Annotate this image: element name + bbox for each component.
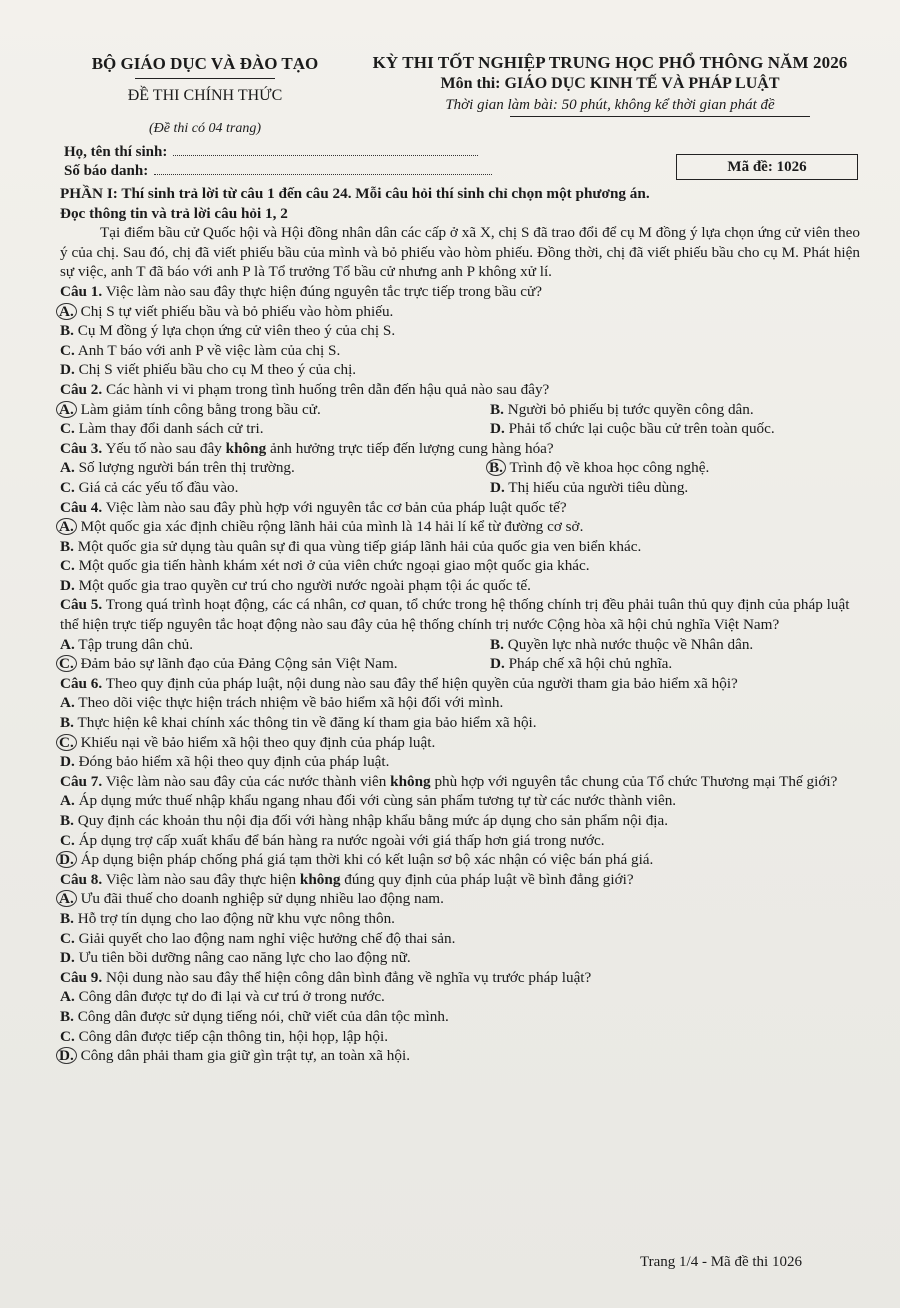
answer-options bbox=[60, 791, 860, 869]
option-b[interactable] bbox=[60, 811, 860, 831]
question-number: Câu 7. bbox=[60, 772, 103, 790]
option-letter: B. bbox=[60, 537, 74, 555]
option-letter: B. bbox=[60, 909, 74, 927]
option-text: Chị S viết phiếu bầu cho cụ M theo ý của chị. bbox=[78, 361, 357, 379]
option-letter: C. bbox=[60, 1027, 75, 1045]
option-text: Giá cả các yếu tố đầu vào. bbox=[78, 478, 239, 496]
question-list bbox=[60, 282, 860, 1066]
question-number: Câu 6. bbox=[60, 674, 103, 692]
question-stem bbox=[60, 772, 860, 792]
option-text: Đóng bảo hiểm xã hội theo quy định của pháp luật. bbox=[78, 753, 390, 771]
option-text: Giải quyết cho lao động nam nghỉ việc hưởng chế độ thai sản. bbox=[78, 929, 456, 947]
header-right bbox=[360, 52, 860, 117]
option-text: Tập trung dân chủ. bbox=[78, 635, 194, 653]
option-letter: D. bbox=[60, 361, 75, 379]
option-letter: A. bbox=[60, 988, 75, 1006]
option-letter: A. bbox=[56, 401, 77, 418]
option-text: Làm giảm tính công bằng trong bầu cử. bbox=[80, 400, 321, 418]
option-letter: C. bbox=[60, 557, 75, 575]
option-text: Ưu tiên bồi dưỡng nâng cao năng lực cho lao động nữ. bbox=[78, 949, 411, 967]
option-letter: D. bbox=[490, 655, 505, 673]
option-text: Trình độ về khoa học công nghệ. bbox=[509, 459, 710, 477]
option-text: Theo dõi việc thực hiện trách nhiệm về bảo hiểm xã hội đối với mình. bbox=[78, 694, 504, 712]
question-9 bbox=[60, 968, 860, 1066]
question-1 bbox=[60, 282, 860, 380]
option-text: Quy định các khoản thu nội địa đối với hàng nhập khẩu bằng mức áp dụng cho sản phẩm nội địa. bbox=[77, 812, 669, 829]
question-text: Việc làm nào sau đây của các nước thành viên bbox=[105, 772, 391, 790]
option-letter: D. bbox=[56, 851, 77, 868]
option-a[interactable] bbox=[60, 635, 490, 655]
reading-intro: Đọc thông tin và trả lời câu hỏi 1, 2 bbox=[60, 204, 288, 222]
question-text: Các hành vi vi phạm trong tình huống trên dẫn đến hậu quả nào sau đây? bbox=[106, 380, 550, 398]
option-c[interactable] bbox=[60, 1027, 860, 1047]
question-text: Việc làm nào sau đây phù hợp với nguyên tắc cơ bản của pháp luật quốc tế? bbox=[105, 498, 567, 516]
option-letter: D. bbox=[60, 576, 75, 594]
option-text: Phải tổ chức lại cuộc bầu cử trên toàn quốc. bbox=[508, 420, 775, 438]
option-c[interactable] bbox=[60, 733, 860, 753]
option-letter: C. bbox=[60, 478, 75, 496]
option-letter: D. bbox=[60, 753, 75, 771]
option-letter: C. bbox=[56, 734, 77, 751]
option-a[interactable] bbox=[60, 693, 860, 713]
option-letter: C. bbox=[60, 831, 75, 849]
question-text: Nội dung nào sau đây thể hiện công dân bình đẳng về nghĩa vụ trước pháp luật? bbox=[106, 968, 592, 986]
option-letter: B. bbox=[60, 812, 74, 829]
header-left bbox=[60, 52, 350, 137]
question-stem bbox=[60, 595, 860, 634]
question-2 bbox=[60, 380, 860, 439]
option-d[interactable] bbox=[60, 1046, 860, 1066]
candidate-id-dots bbox=[154, 161, 492, 175]
option-letter: C. bbox=[56, 655, 77, 672]
candidate-id-label: Số báo danh: bbox=[64, 163, 149, 179]
option-text: Số lượng người bán trên thị trường. bbox=[78, 459, 295, 477]
question-4 bbox=[60, 498, 860, 596]
option-letter: D. bbox=[490, 420, 505, 438]
option-text: Thị hiếu của người tiêu dùng. bbox=[508, 478, 689, 496]
option-c[interactable] bbox=[60, 478, 490, 498]
option-letter: B. bbox=[486, 459, 506, 476]
option-letter: B. bbox=[490, 635, 504, 653]
pages-note: (Đề thi có 04 trang) bbox=[149, 121, 261, 136]
answer-options bbox=[60, 400, 860, 439]
answer-options bbox=[60, 987, 860, 1065]
question-text-rest: đúng quy định của pháp luật về bình đẳng giới? bbox=[340, 870, 634, 888]
question-stem bbox=[60, 674, 860, 694]
question-stem bbox=[60, 380, 860, 400]
candidate-name-dots bbox=[173, 142, 478, 156]
option-text: Quyền lực nhà nước thuộc về Nhân dân. bbox=[507, 635, 754, 653]
option-c[interactable] bbox=[60, 831, 860, 851]
question-text: Việc làm nào sau đây thực hiện đúng nguyên tắc trực tiếp trong bầu cử? bbox=[105, 282, 542, 300]
exam-time: Thời gian làm bài: 50 phút, không kể thời gian phát đề bbox=[445, 97, 775, 113]
option-b[interactable] bbox=[490, 400, 860, 420]
option-text: Công dân phải tham gia giữ gìn trật tự, an toàn xã hội. bbox=[80, 1047, 410, 1065]
question-number: Câu 3. bbox=[60, 439, 103, 457]
question-text: Theo quy định của pháp luật, nội dung nào sau đây thể hiện quyền của người tham gia bảo hiểm xã hội? bbox=[105, 674, 738, 692]
candidate-name-label: Họ, tên thí sinh: bbox=[64, 144, 168, 160]
option-c[interactable] bbox=[60, 556, 860, 576]
candidate-name-field bbox=[64, 142, 478, 161]
question-stem bbox=[60, 439, 860, 459]
option-d[interactable] bbox=[60, 576, 860, 596]
header-rule bbox=[135, 78, 275, 79]
option-letter: B. bbox=[60, 1007, 74, 1025]
question-3 bbox=[60, 439, 860, 498]
question-8 bbox=[60, 870, 860, 968]
option-text: Áp dụng trợ cấp xuất khẩu để bán hàng ra nước ngoài với giá thấp hơn giá trong nước. bbox=[78, 831, 605, 849]
question-stem bbox=[60, 282, 860, 302]
option-text: Chị S tự viết phiếu bầu và bỏ phiếu vào hòm phiếu. bbox=[80, 302, 394, 320]
question-number: Câu 8. bbox=[60, 870, 103, 888]
ministry-name: BỘ GIÁO DỤC VÀ ĐÀO TẠO bbox=[91, 54, 319, 73]
question-emphasis: không bbox=[390, 772, 431, 790]
answer-options bbox=[60, 517, 860, 595]
option-letter: A. bbox=[56, 890, 77, 907]
option-text: Khiếu nại về bảo hiểm xã hội theo quy định của pháp luật. bbox=[80, 733, 436, 751]
reading-passage: Tại điểm bầu cử Quốc hội và Hội đồng nhân dân các cấp ở xã X, chị S đã trao đổi để cụ M đồng ý lựa chọn ứng cử viên theo ý của chị. Sau đó, chị đã viết phiếu bầu của mình và bỏ phiếu vào hòm phiếu. Đồng thời, chị đã viết phiếu bầu cho cụ M. Phát hiện sự việc, anh T đã báo với anh P là Tổ trưởng Tổ bầu cử nhưng anh P không xử lí. bbox=[60, 224, 860, 281]
option-b[interactable] bbox=[490, 458, 860, 478]
option-d[interactable] bbox=[490, 419, 860, 439]
question-text: Việc làm nào sau đây thực hiện bbox=[105, 870, 300, 888]
option-b[interactable] bbox=[60, 1007, 860, 1027]
option-a[interactable] bbox=[60, 791, 860, 811]
option-letter: A. bbox=[56, 303, 77, 320]
question-5 bbox=[60, 595, 860, 673]
question-emphasis: không bbox=[225, 439, 267, 457]
exam-code-box: Mã đề: 1026 bbox=[676, 154, 858, 180]
option-text: Người bỏ phiếu bị tước quyền công dân. bbox=[507, 400, 754, 418]
question-emphasis: không bbox=[299, 870, 341, 888]
answer-options bbox=[60, 302, 860, 380]
option-b[interactable] bbox=[60, 537, 860, 557]
question-number: Câu 5. bbox=[60, 596, 103, 614]
option-text: Cụ M đồng ý lựa chọn ứng cử viên theo ý của chị S. bbox=[77, 322, 396, 340]
option-a[interactable] bbox=[60, 987, 860, 1007]
option-b[interactable] bbox=[60, 713, 860, 733]
option-text: Một quốc gia tiến hành khám xét nơi ở của viên chức ngoại giao một quốc gia khác. bbox=[78, 557, 590, 575]
option-text: Một quốc gia xác định chiều rộng lãnh hải của mình là 14 hải lí kể từ đường cơ sở. bbox=[80, 518, 584, 536]
option-a[interactable] bbox=[60, 889, 860, 909]
question-stem bbox=[60, 498, 860, 518]
option-letter: D. bbox=[56, 1047, 77, 1064]
answer-options bbox=[60, 693, 860, 771]
question-text: Yếu tố nào sau đây bbox=[105, 439, 226, 457]
option-letter: C. bbox=[60, 929, 75, 947]
option-text: Công dân được tiếp cận thông tin, hội họp, lập hội. bbox=[78, 1027, 388, 1045]
option-text: Hỗ trợ tín dụng cho lao động nữ khu vực nông thôn. bbox=[77, 909, 395, 927]
option-d[interactable] bbox=[60, 360, 860, 380]
option-b[interactable] bbox=[60, 321, 860, 341]
option-letter: B. bbox=[60, 322, 74, 340]
option-c[interactable] bbox=[60, 654, 490, 674]
time-rule bbox=[510, 116, 810, 117]
option-text: Làm thay đổi danh sách cử tri. bbox=[78, 420, 264, 438]
option-letter: A. bbox=[56, 518, 77, 535]
option-letter: C. bbox=[60, 420, 75, 438]
option-letter: A. bbox=[60, 694, 75, 712]
question-6 bbox=[60, 674, 860, 772]
option-c[interactable] bbox=[60, 419, 490, 439]
option-letter: D. bbox=[490, 478, 505, 496]
option-a[interactable] bbox=[60, 400, 490, 420]
option-d[interactable] bbox=[60, 752, 860, 772]
option-b[interactable] bbox=[490, 635, 860, 655]
page-footer: Trang 1/4 - Mã đề thi 1026 bbox=[640, 1254, 802, 1270]
option-d[interactable] bbox=[60, 850, 860, 870]
option-text: Công dân được sử dụng tiếng nói, chữ viết của dân tộc mình. bbox=[77, 1007, 449, 1025]
option-letter: A. bbox=[60, 792, 75, 810]
option-text: Áp dụng mức thuế nhập khẩu ngang nhau đối với cùng sản phẩm tương tự từ các nước thành viên. bbox=[78, 792, 677, 810]
official-label: ĐỀ THI CHÍNH THỨC bbox=[127, 87, 283, 104]
question-number: Câu 9. bbox=[60, 968, 103, 986]
option-a[interactable] bbox=[60, 458, 490, 478]
option-text: Thực hiện kê khai chính xác thông tin về đăng kí tham gia bảo hiểm xã hội. bbox=[77, 714, 537, 732]
option-letter: B. bbox=[60, 714, 74, 732]
option-c[interactable] bbox=[60, 929, 860, 949]
question-number: Câu 4. bbox=[60, 498, 103, 516]
answer-options bbox=[60, 635, 860, 674]
option-d[interactable] bbox=[490, 654, 860, 674]
exam-title: KỲ THI TỐT NGHIỆP TRUNG HỌC PHỔ THÔNG NĂM 2026 bbox=[372, 53, 848, 72]
option-letter: A. bbox=[60, 459, 75, 477]
option-text: Công dân được tự do đi lại và cư trú ở trong nước. bbox=[78, 988, 385, 1006]
option-text: Một quốc gia trao quyền cư trú cho người nước ngoài phạm tội ác quốc tế. bbox=[78, 576, 531, 594]
option-text: Ưu đãi thuế cho doanh nghiệp sử dụng nhiều lao động nam. bbox=[80, 890, 444, 908]
option-letter: C. bbox=[60, 341, 75, 359]
option-letter: D. bbox=[60, 949, 75, 967]
option-letter: B. bbox=[490, 400, 504, 418]
exam-subject: Môn thi: GIÁO DỤC KINH TẾ VÀ PHÁP LUẬT bbox=[440, 75, 780, 92]
answer-options bbox=[60, 889, 860, 967]
option-c[interactable] bbox=[60, 341, 860, 361]
answer-options bbox=[60, 458, 860, 497]
option-d[interactable] bbox=[60, 948, 860, 968]
option-text: Một quốc gia sử dụng tàu quân sự đi qua vùng tiếp giáp lãnh hải của quốc gia ven biển khác. bbox=[77, 537, 642, 555]
question-stem bbox=[60, 870, 860, 890]
part-heading: PHẦN I: Thí sinh trả lời từ câu 1 đến câu 24. Mỗi câu hỏi thí sinh chỉ chọn một phương án. bbox=[60, 185, 650, 202]
question-7 bbox=[60, 772, 860, 870]
option-d[interactable] bbox=[490, 478, 860, 498]
option-text: Đảm bảo sự lãnh đạo của Đảng Cộng sản Việt Nam. bbox=[80, 655, 398, 673]
option-b[interactable] bbox=[60, 909, 860, 929]
option-letter: A. bbox=[60, 635, 75, 653]
candidate-id-field bbox=[64, 161, 492, 180]
option-text: Áp dụng biện pháp chống phá giá tạm thời khi có kết luận sơ bộ xác nhận có việc bán phá giá. bbox=[80, 851, 654, 869]
question-text-rest: ảnh hưởng trực tiếp đến lượng cung hàng hóa? bbox=[266, 439, 554, 457]
question-number: Câu 1. bbox=[60, 282, 103, 300]
question-number: Câu 2. bbox=[60, 380, 103, 398]
question-stem bbox=[60, 968, 860, 988]
option-a[interactable] bbox=[60, 517, 860, 537]
question-text: Trong quá trình hoạt động, các cá nhân, cơ quan, tổ chức trong hệ thống chính trị đều phải tuân thủ quy định của pháp luật thể hiện trực tiếp nguyên tắc hoạt động nào sau đây của hệ thống chính trị nước Cộng hòa xã hội chủ nghĩa Việt Nam? bbox=[60, 596, 850, 634]
exam-content bbox=[60, 184, 860, 1066]
question-text-rest: phù hợp với nguyên tắc chung của Tổ chức Thương mại Thế giới? bbox=[430, 772, 838, 790]
option-text: Anh T báo với anh P về việc làm của chị S. bbox=[77, 341, 341, 359]
option-text: Pháp chế xã hội chủ nghĩa. bbox=[508, 655, 673, 673]
option-a[interactable] bbox=[60, 302, 860, 322]
